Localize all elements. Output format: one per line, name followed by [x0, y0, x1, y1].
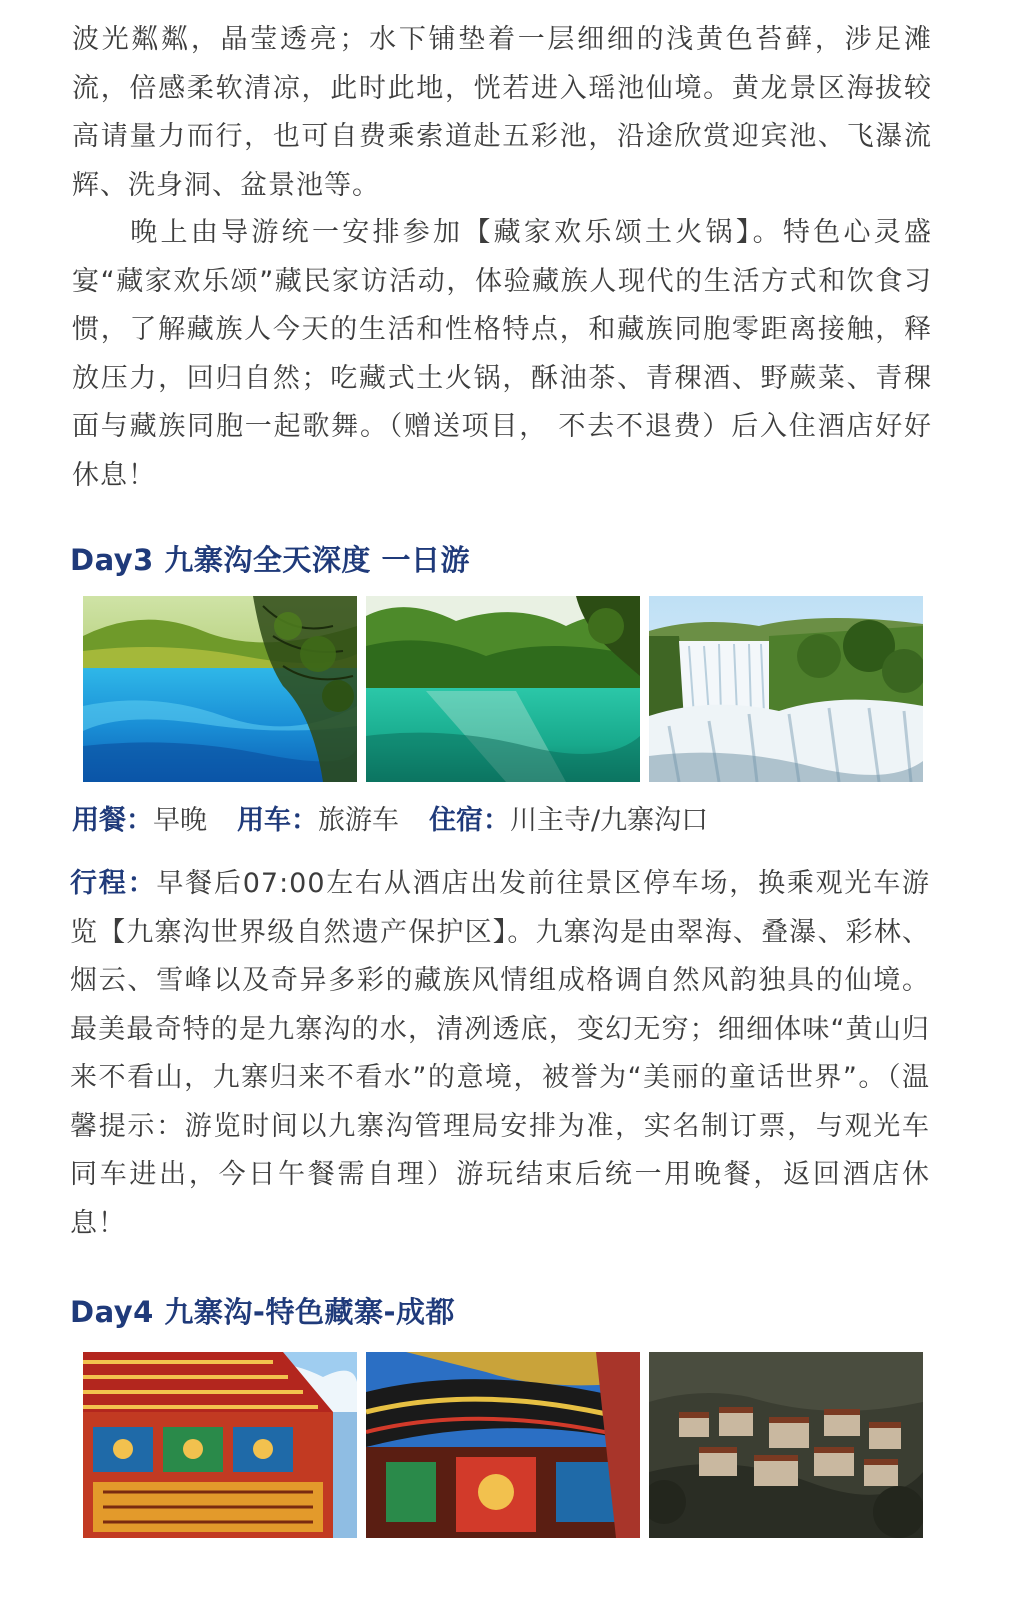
tibetan-architecture-photo [83, 1352, 357, 1538]
day3-photo-row [83, 596, 923, 782]
car-value: 旅游车 [318, 805, 399, 836]
stay-value: 川主寺/九寨沟口 [510, 805, 709, 836]
intro-paragraph-1-text: 波光粼粼，晶莹透亮；水下铺垫着一层细细的浅黄色苔藓，涉足滩流，倍感柔软清凉，此时此地，恍若进入瑶池仙境。黄龙景区海拔较高请量力而行，也可自费乘索道赴五彩池，沿途欣赏迎宾池、飞瀑流辉、洗身洞、盆景池等。 [72, 24, 932, 201]
blue-lake-photo [83, 596, 357, 782]
day3-itinerary [70, 860, 930, 1248]
waterfall-photo [649, 596, 923, 782]
itinerary-label: 行程： [70, 868, 157, 899]
day4-photo-row [83, 1352, 923, 1538]
intro-paragraph-2 [72, 209, 932, 500]
meals-label: 用餐： [72, 805, 153, 836]
itinerary-text: 早餐后07:00左右从酒店出发前往景区停车场，换乘观光车游览【九寨沟世界级自然遗产保护区】。九寨沟是由翠海、叠瀑、彩林、烟云、雪峰以及奇异多彩的藏族风情组成格调自然风韵独具的仙境。最美最奇特的是九寨沟的水，清冽透底，变幻无穷；细细体味“黄山归来不看山，九寨归来不看水”的意境，被誉为“美丽的童话世界”。（温馨提示：游览时间以九寨沟管理局安排为准，实名制订票，与观光车同车进出，今日午餐需自理）游玩结束后统一用晚餐，返回酒店休息！ [70, 868, 931, 1239]
day3-meta-row [72, 800, 708, 842]
car-label: 用车： [237, 805, 318, 836]
meals-value: 早晚 [153, 805, 207, 836]
intro-paragraph-2-text: 晚上由导游统一安排参加【藏家欢乐颂土火锅】。特色心灵盛宴“藏家欢乐颂”藏民家访活动，体验藏族人现代的生活方式和饮食习惯，了解藏族人今天的生活和性格特点，和藏族同胞零距离接触，释放压力，回归自然；吃藏式土火锅，酥油茶、青稞酒、野蕨菜、青稞面与藏族同胞一起歌舞。（赠送项目， 不去不退费）后入住酒店好好休息！ [72, 217, 932, 491]
tibetan-village-photo [649, 1352, 923, 1538]
day4-heading: Day4 九寨沟-特色藏寨-成都 [70, 1295, 456, 1329]
intro-paragraph-1 [72, 16, 932, 210]
green-lake-photo [366, 596, 640, 782]
day3-heading: Day3 九寨沟全天深度 一日游 [70, 543, 471, 577]
temple-eaves-photo [366, 1352, 640, 1538]
stay-label: 住宿： [429, 805, 510, 836]
